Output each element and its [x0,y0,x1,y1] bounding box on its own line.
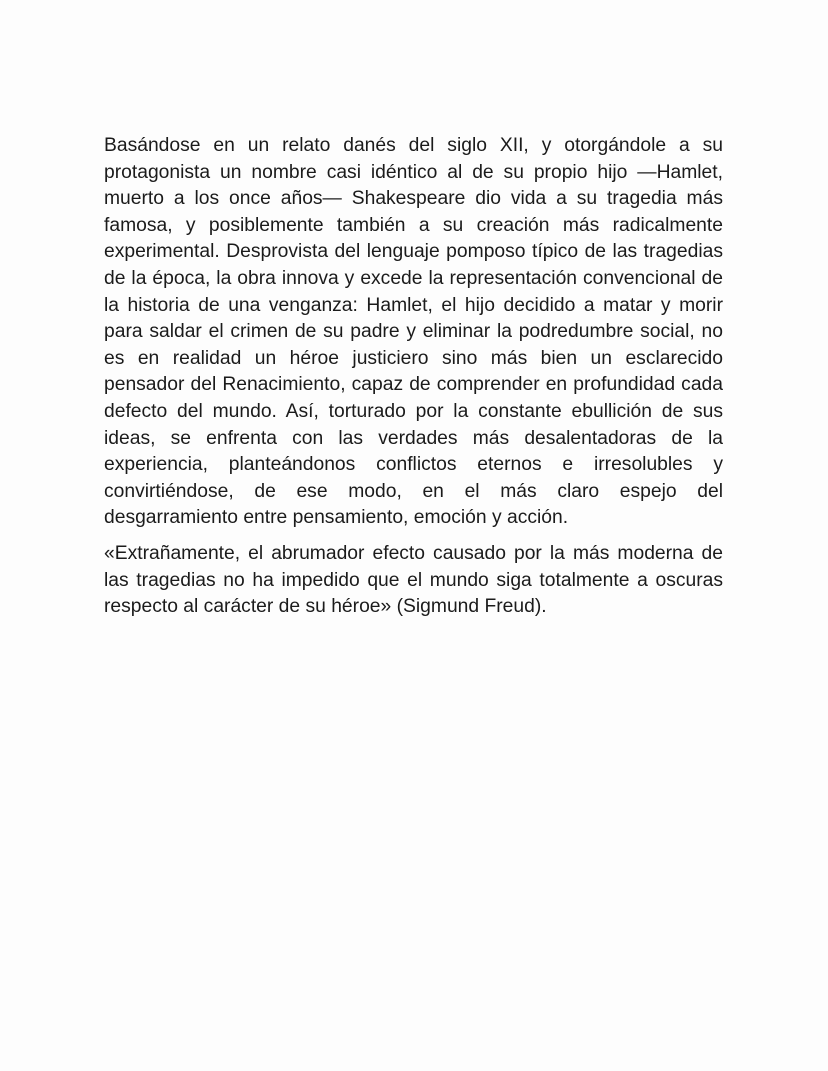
paragraph-synopsis: Basándose en un relato danés del siglo XII, y otorgándole a su protagonista un nombre casi idéntico al de su propio hijo —Hamlet, muerto a los once años— Shakespeare dio vida a su tragedia más famosa, y posiblemente también a su creación más radicalmente experimental. Desprovista del lenguaje pomposo típico de las tragedias de la época, la obra innova y excede la representación convencional de la historia de una venganza: Hamlet, el hijo decidido a matar y morir para saldar el crimen de su padre y eliminar la podredumbre social, no es en realidad un héroe justiciero sino más bien un esclarecido pensador del Renacimiento, capaz de comprender en profundidad cada defecto del mundo. Así, torturado por la constante ebullición de sus ideas, se enfrenta con las verdades más desalentadoras de la experiencia, planteándonos conflictos eternos e irresolubles y convirtiéndose, de ese modo, en el más claro espejo del desgarramiento entre pensamiento, emoción y acción. [104,135,723,529]
paragraph-freud-quote: «Extrañamente, el abrumador efecto causado por la más moderna de las tragedias no ha impedido que el mundo siga totalmente a oscuras respecto al carácter de su héroe» (Sigmund Freud). [104,542,723,618]
body-text [104,133,723,621]
